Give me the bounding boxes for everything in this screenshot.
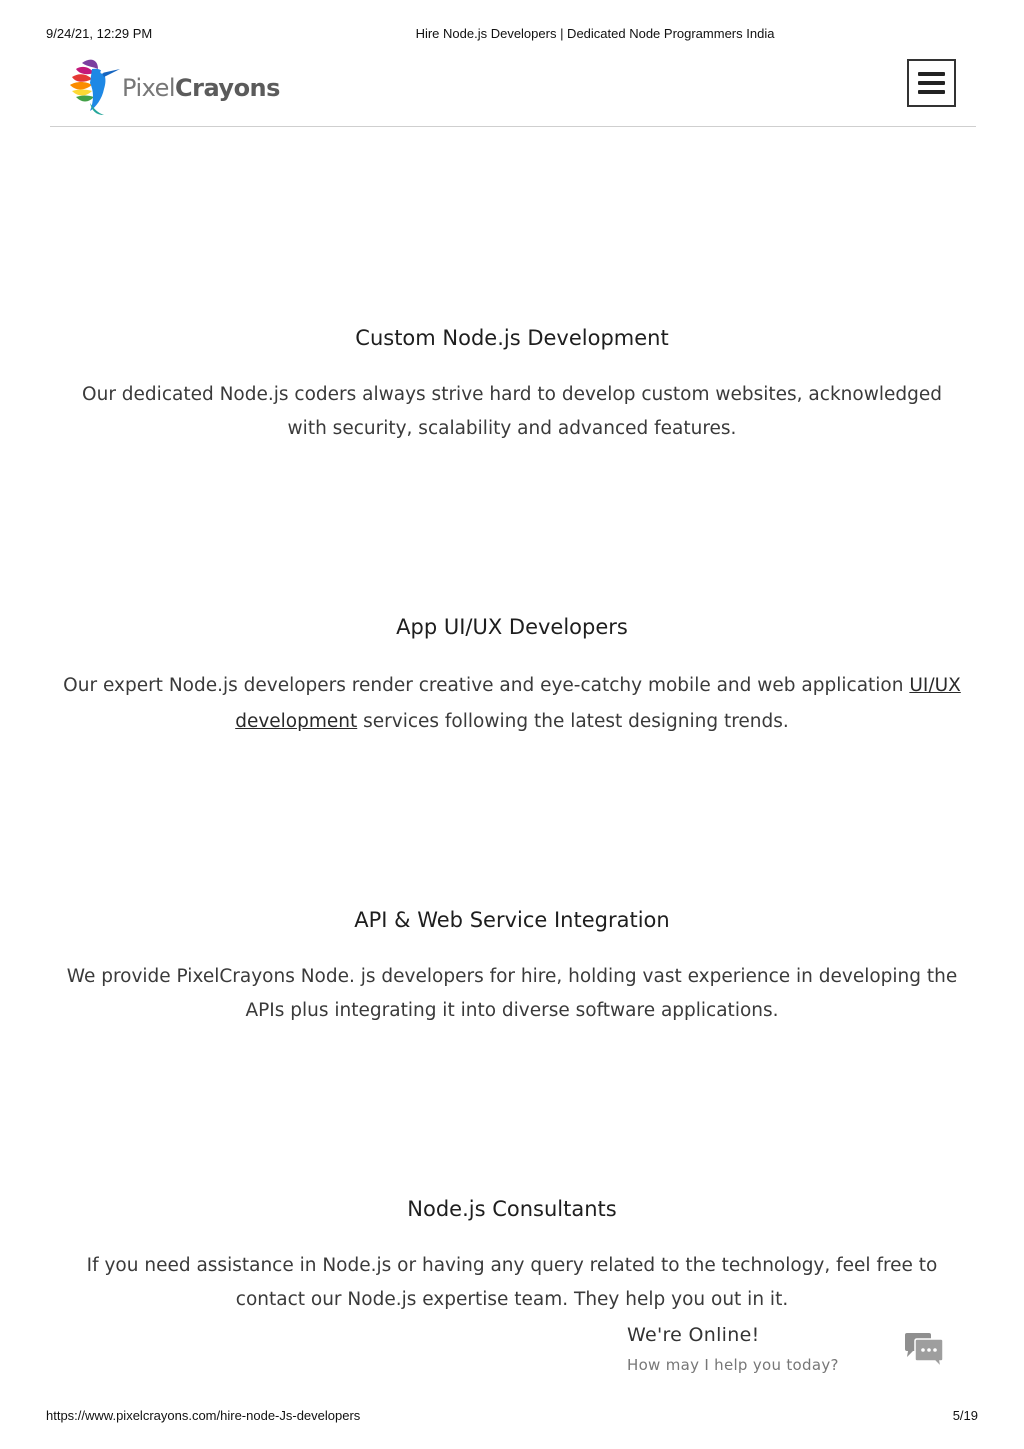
- section-description: We provide PixelCrayons Node. js developers for hire, holding vast experience in developing the APIs plus integrating it into diverse software applications.: [66, 966, 958, 1021]
- print-url: https://www.pixelcrayons.com/hire-node-Js-developers: [46, 1408, 361, 1423]
- logo-text: PixelCrayons: [122, 74, 280, 102]
- section-description: Our dedicated Node.js coders always strive hard to develop custom websites, acknowledged with security, scalability and advanced features.: [82, 384, 942, 439]
- print-header: [0, 26, 1024, 42]
- print-footer: [0, 1408, 1024, 1424]
- hamburger-menu-button[interactable]: [907, 59, 956, 107]
- service-nodejs-consultants: [60, 1197, 964, 1310]
- section-title: Node.js Consultants: [407, 1197, 617, 1221]
- service-api-integration: [60, 908, 964, 1021]
- chat-subtitle: How may I help you today?: [627, 1356, 839, 1374]
- chat-widget[interactable]: [627, 1324, 957, 1384]
- chat-bubble-icon[interactable]: [903, 1332, 945, 1370]
- section-description: If you need assistance in Node.js or having any query related to the technology, feel free to contact our Node.js expertise team. They help you out in it.: [86, 1255, 938, 1310]
- hummingbird-logo-icon: [64, 55, 120, 117]
- site-header: [50, 52, 976, 127]
- service-app-uiux: [60, 615, 964, 732]
- section-title: Custom Node.js Development: [355, 326, 669, 350]
- print-datetime: 9/24/21, 12:29 PM: [46, 26, 153, 41]
- service-custom-nodejs: [60, 326, 964, 439]
- print-page-title: Hire Node.js Developers | Dedicated Node Programmers India: [415, 26, 775, 41]
- uiux-development-link[interactable]: UI/UX development: [235, 675, 961, 732]
- logo-link[interactable]: [64, 54, 280, 118]
- hamburger-menu-icon: [918, 72, 945, 76]
- section-description: Our expert Node.js developers render creative and eye-catchy mobile and web application UI/UX development services following the latest designing trends.: [63, 675, 961, 732]
- section-title: API & Web Service Integration: [354, 908, 670, 932]
- print-page-number: 5/19: [952, 1408, 978, 1423]
- chat-title: We're Online!: [627, 1324, 760, 1346]
- section-title: App UI/UX Developers: [396, 615, 628, 639]
